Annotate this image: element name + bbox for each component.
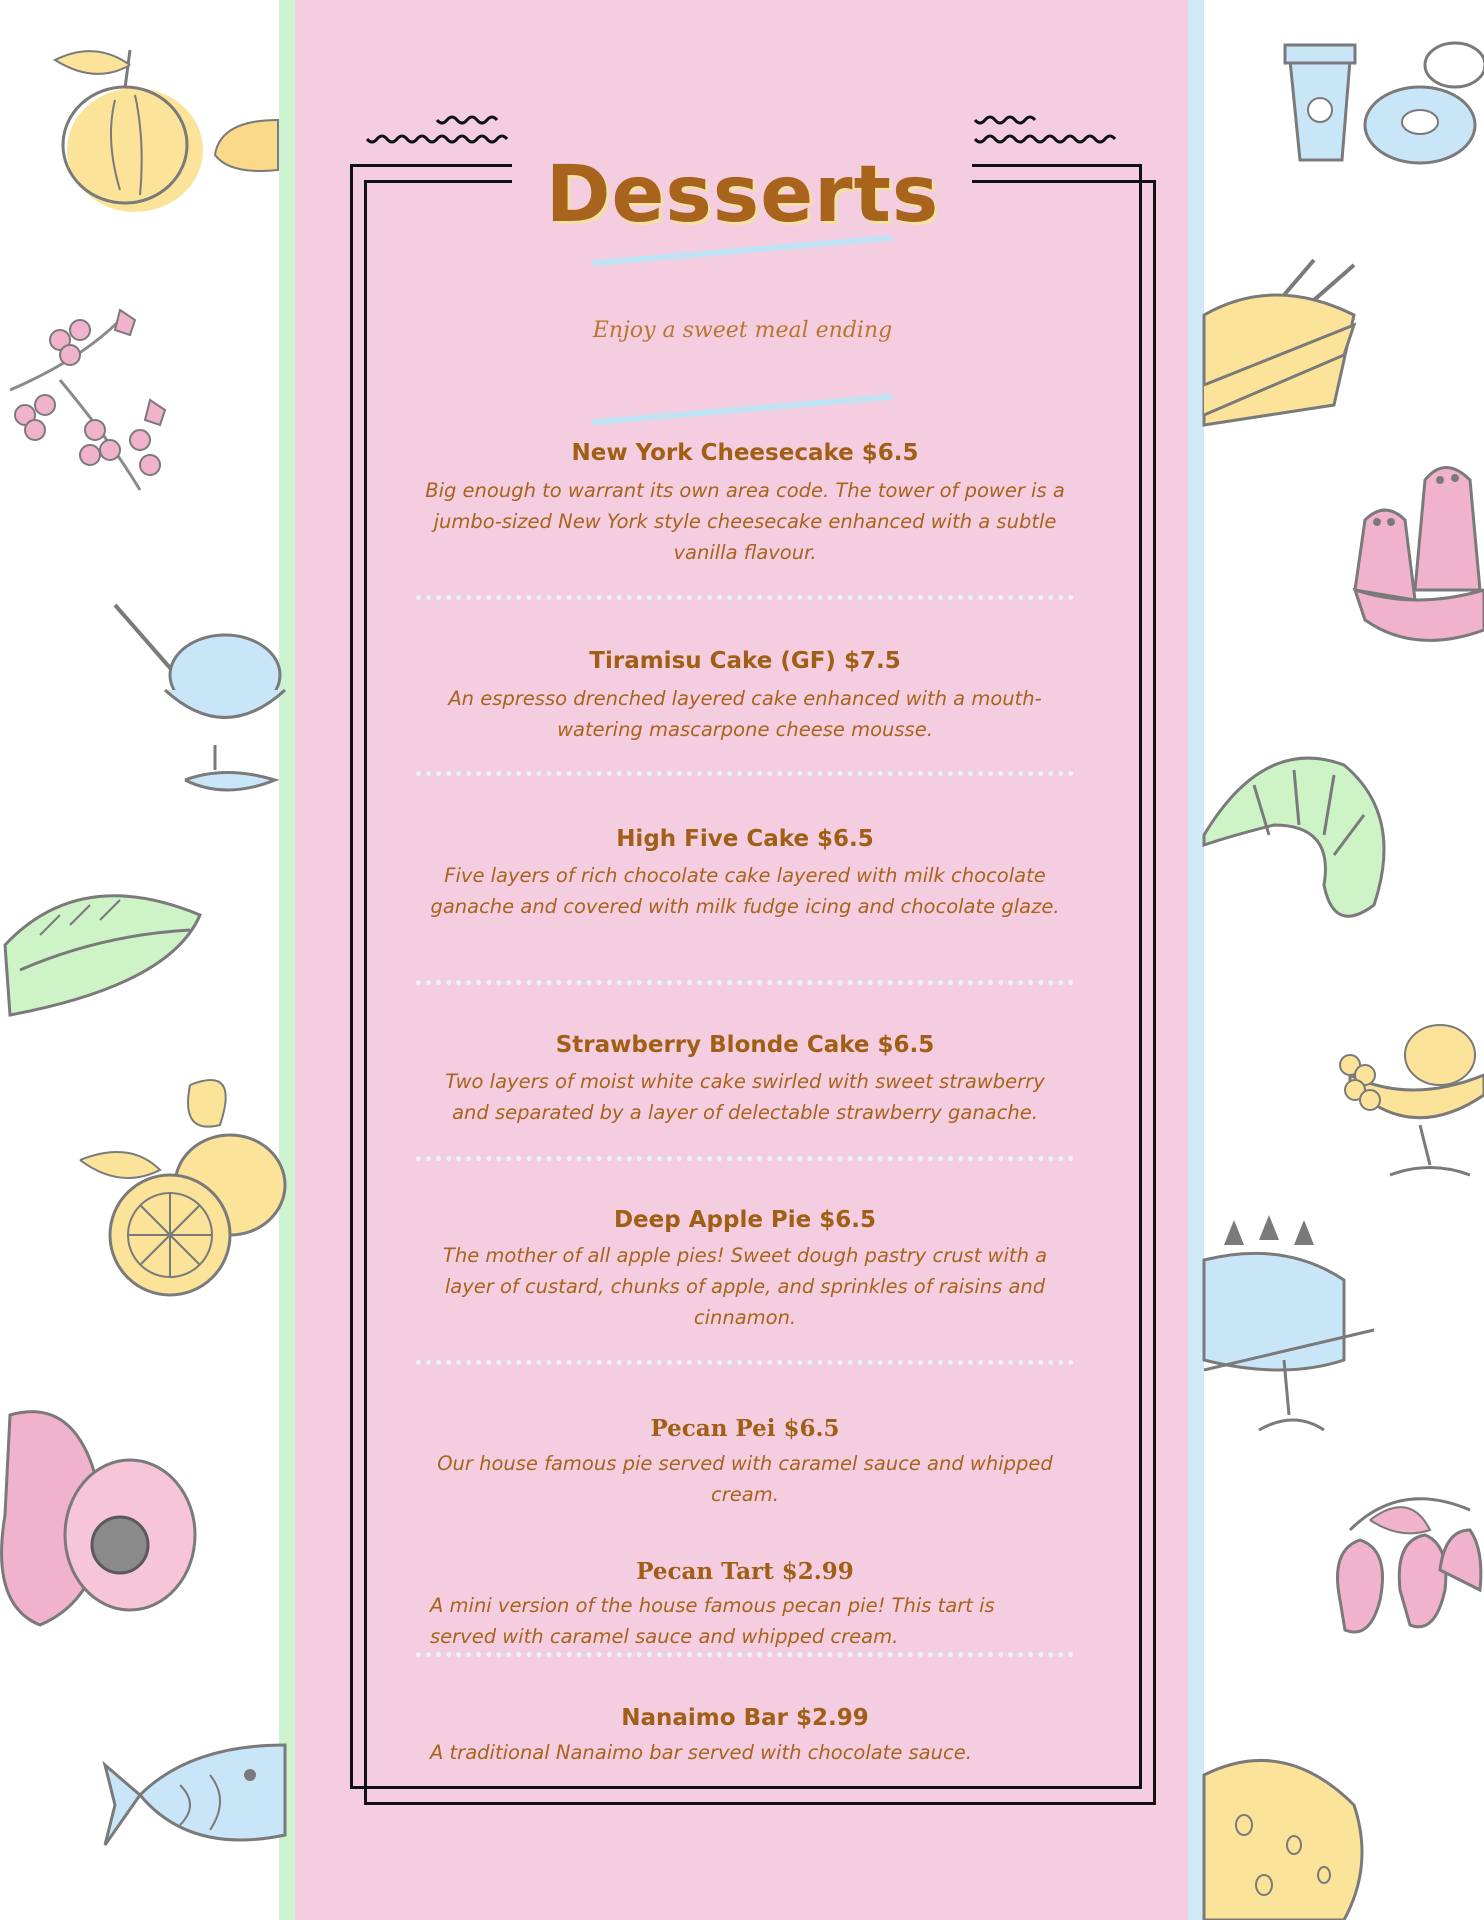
divider [416,595,1074,600]
grapes-doodle [0,300,180,500]
item-description-strawberry-blonde-cake: Two layers of moist white cake swirled with sweet strawberry and separated by a layer of delectable strawberry ganache. [445,1070,1045,1124]
item-name-nanaimo-bar: Nanaimo Bar $2.99 [621,1705,869,1731]
croissant-doodle [1204,735,1404,935]
item-description-high-five-cake: Five layers of rich chocolate cake layered with milk chocolate ganache and covered with milk fudge icing and chocolate glaze. [430,864,1060,918]
menu-title: Desserts [545,150,940,240]
item-description-pecan-tart: A mini version of the house famous pecan pie! This tart is served with caramel sauce and whipped cream. [430,1594,995,1648]
right-wavy-ornament [973,115,1123,150]
item-description-tiramisu-cake: An espresso drenched layered cake enhanced with a mouth-watering mascarpone cheese mousse. [448,687,1042,741]
lemon-doodle [70,1065,285,1305]
item-description-nanaimo-bar: A traditional Nanaimo bar served with chocolate sauce. [430,1741,972,1764]
divider [416,1360,1074,1365]
item-name-pecan-pei: Pecan Pei $6.5 [650,1415,840,1442]
cheese-doodle [1204,1745,1374,1920]
subtitle-underline [590,392,895,427]
right-accent-strip [1188,0,1204,1920]
item-name-tiramisu-cake: Tiramisu Cake (GF) $7.5 [589,648,901,674]
sandwich-doodle [0,875,210,1025]
lemon-slice-doodle [210,110,280,180]
item-description-new-york-cheesecake: Big enough to warrant its own area code. The tower of power is a jumbo-sized New York style cheesecake enhanced with a subtle vanilla flavour. [425,479,1065,564]
salt-pepper-doodle [1345,440,1484,660]
item-description-deep-apple-pie: The mother of all apple pies! Sweet dough pastry crust with a layer of custard, chunks of apple, and sprinkles of raisins and cinnamon. [442,1244,1048,1329]
fish-doodle [100,1725,285,1875]
menu-subtitle: Enjoy a sweet meal ending [592,318,893,343]
item-description-pecan-pei: Our house famous pie served with caramel sauce and whipped cream. [437,1452,1053,1506]
roast-chicken-doodle [1204,255,1364,435]
item-name-pecan-tart: Pecan Tart $2.99 [636,1558,854,1585]
fruit-bowl-doodle [1330,995,1484,1185]
left-wavy-ornament [365,115,515,150]
avocado-doodle [0,1395,200,1635]
divider [416,1156,1074,1161]
divider [416,771,1074,776]
coffee-donut-doodle [1280,30,1484,180]
left-accent-strip [279,0,295,1920]
item-name-deep-apple-pie: Deep Apple Pie $6.5 [613,1207,877,1233]
item-name-new-york-cheesecake: New York Cheesecake $6.5 [571,440,919,466]
cake-stand-doodle [1204,1200,1384,1440]
title-underline [590,233,895,268]
apple-doodle [45,40,215,220]
pears-doodle [1320,1480,1484,1650]
item-name-high-five-cake: High Five Cake $6.5 [616,826,874,852]
ice-cream-doodle [105,595,285,805]
item-name-strawberry-blonde-cake: Strawberry Blonde Cake $6.5 [555,1032,935,1058]
divider [416,980,1074,985]
divider [416,1652,1074,1657]
